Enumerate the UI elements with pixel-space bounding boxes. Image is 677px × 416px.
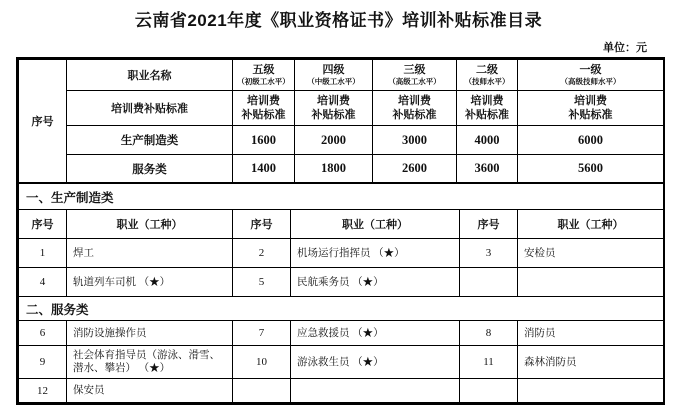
summary-header-row-levels <box>19 60 664 91</box>
seq-cell: 5 <box>233 268 291 297</box>
level-header-cell-1 <box>518 60 664 91</box>
subsidy-line1: 培训费 <box>574 95 607 107</box>
summary-header-row-subsidy <box>19 91 664 126</box>
level-sub-label: （高级技师水平） <box>560 77 621 86</box>
jobs-row <box>19 346 664 379</box>
seq-cell: 12 <box>19 379 67 403</box>
category-label-cell: 生产制造类 <box>67 126 233 155</box>
level-header-cell-4 <box>295 60 373 91</box>
subsidy-line2: 补贴标准 <box>465 109 509 121</box>
level-name: 一级 <box>579 64 602 76</box>
subsidy-line2: 补贴标准 <box>568 109 613 121</box>
jobs-table <box>18 183 664 403</box>
occupation-column-header: 职业（工种） <box>67 210 233 239</box>
level-sub-label: （高级工水平） <box>388 77 441 86</box>
seq-cell: 2 <box>233 239 291 268</box>
subsidy-line1: 培训费 <box>470 95 504 107</box>
subsidy-line2: 补贴标准 <box>311 109 356 121</box>
value-cell: 3000 <box>373 126 457 155</box>
subsidy-summary-table <box>18 59 664 183</box>
seq-cell: 10 <box>233 346 291 379</box>
value-cell: 1600 <box>233 126 295 155</box>
jobs-row <box>19 268 664 297</box>
job-cell: 保安员 <box>67 379 233 403</box>
level-sub-label: （技师水平） <box>464 77 510 86</box>
subsidy-line2: 补贴标准 <box>392 109 437 121</box>
level-sub-label: （初级工水平） <box>237 77 290 86</box>
job-cell: 焊工 <box>67 239 233 268</box>
level-header-cell-3 <box>373 60 457 91</box>
section-title-row-service <box>19 297 664 321</box>
seq-cell <box>460 268 518 297</box>
subsidy-line2: 补贴标准 <box>241 109 286 121</box>
subsidy-header-cell <box>233 91 295 126</box>
job-cell <box>291 379 460 403</box>
seq-column-header: 序号 <box>460 210 518 239</box>
job-cell: 消防员 <box>518 321 664 346</box>
category-row-service <box>19 155 664 183</box>
level-header-cell-2 <box>457 60 518 91</box>
value-cell: 4000 <box>457 126 518 155</box>
subsidy-line1: 培训费 <box>317 95 350 107</box>
subsidy-line1: 培训费 <box>398 95 431 107</box>
subsidy-directory-table <box>16 57 665 405</box>
category-label-cell: 服务类 <box>67 155 233 183</box>
seq-cell: 8 <box>460 321 518 346</box>
job-cell: 游泳救生员 （★） <box>291 346 460 379</box>
job-cell: 轨道列车司机 （★） <box>67 268 233 297</box>
jobs-header-row <box>19 210 664 239</box>
seq-cell: 6 <box>19 321 67 346</box>
section-title: 一、生产制造类 <box>19 184 664 210</box>
level-name: 四级 <box>322 64 345 76</box>
value-cell: 5600 <box>518 155 664 183</box>
seq-cell: 4 <box>19 268 67 297</box>
seq-cell: 1 <box>19 239 67 268</box>
section-title: 二、服务类 <box>19 297 664 321</box>
seq-column-header: 序号 <box>19 210 67 239</box>
value-cell: 6000 <box>518 126 664 155</box>
job-cell <box>518 268 664 297</box>
job-cell: 应急救援员 （★） <box>291 321 460 346</box>
subsidy-standard-label-cell: 培训费补贴标准 <box>67 91 233 126</box>
occupation-column-header: 职业（工种） <box>291 210 460 239</box>
seq-header-cell: 序号 <box>19 60 67 183</box>
section-title-row-manufacturing <box>19 184 664 210</box>
jobs-row <box>19 379 664 403</box>
value-cell: 2600 <box>373 155 457 183</box>
unit-label: 单位：元 <box>603 42 647 54</box>
level-header-cell-5 <box>233 60 295 91</box>
subsidy-header-cell <box>373 91 457 126</box>
value-cell: 1800 <box>295 155 373 183</box>
seq-cell: 9 <box>19 346 67 379</box>
value-cell: 1400 <box>233 155 295 183</box>
page-title: 云南省2021年度《职业资格证书》培训补贴标准目录 <box>134 11 543 30</box>
job-cell: 消防设施操作员 <box>67 321 233 346</box>
seq-cell: 11 <box>460 346 518 379</box>
jobs-row <box>19 239 664 268</box>
seq-cell <box>460 379 518 403</box>
seq-cell: 3 <box>460 239 518 268</box>
subsidy-header-cell <box>457 91 518 126</box>
occupation-column-header: 职业（工种） <box>518 210 664 239</box>
job-cell: 机场运行指挥员 （★） <box>291 239 460 268</box>
jobs-row <box>19 321 664 346</box>
job-cell: 森林消防员 <box>518 346 664 379</box>
level-name: 二级 <box>476 64 498 76</box>
seq-cell <box>233 379 291 403</box>
level-name: 五级 <box>252 64 275 76</box>
job-cell: 民航乘务员 （★） <box>291 268 460 297</box>
seq-cell: 7 <box>233 321 291 346</box>
seq-column-header: 序号 <box>233 210 291 239</box>
subsidy-header-cell <box>518 91 664 126</box>
category-row-manufacturing <box>19 126 664 155</box>
level-sub-label: （中级工水平） <box>307 77 360 86</box>
level-name: 三级 <box>403 64 426 76</box>
job-cell: 社会体育指导员（游泳、滑雪、潜水、攀岩） （★） <box>67 346 233 379</box>
job-cell <box>518 379 664 403</box>
subsidy-header-cell <box>295 91 373 126</box>
job-cell: 安检员 <box>518 239 664 268</box>
occupation-name-header-cell: 职业名称 <box>67 60 233 91</box>
subsidy-line1: 培训费 <box>247 95 280 107</box>
value-cell: 3600 <box>457 155 518 183</box>
value-cell: 2000 <box>295 126 373 155</box>
